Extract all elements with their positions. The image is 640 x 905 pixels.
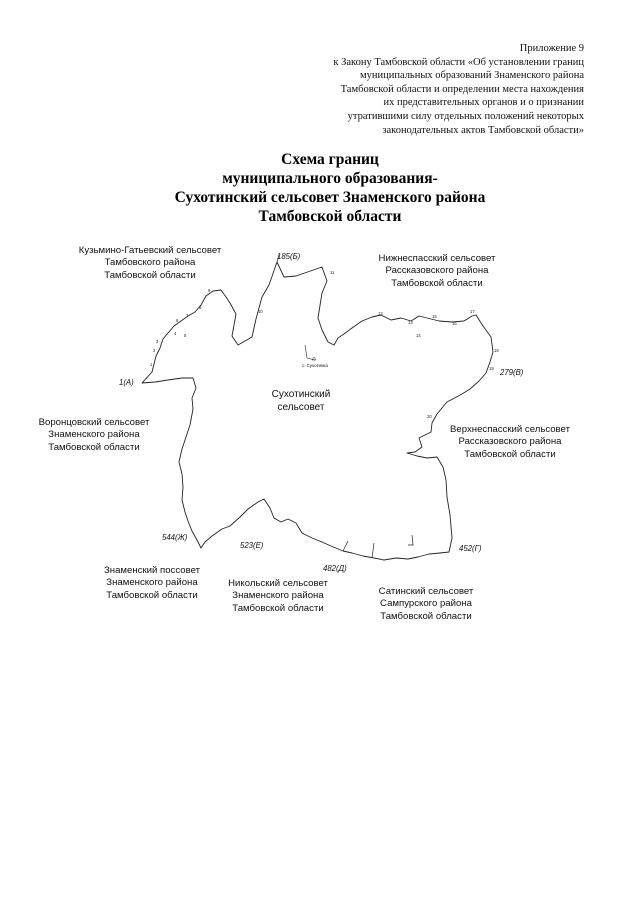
appendix-line: их представительных органов и о признании [383,97,584,109]
title-line: Сухотинский сельсовет Знаменского района [174,189,486,206]
boundary-point-label: 17 [470,309,475,314]
key-point-279v: 279(В) [500,368,524,377]
neighbor-line: Знаменского района [48,429,140,441]
key-point-1a: 1(А) [119,378,134,387]
neighbor-line: Кузьмино-Гатьевский сельсовет [78,245,222,256]
neighbor-znamensky [88,565,216,602]
boundary-point-label: 5 [184,333,187,338]
boundary-spur [372,543,374,558]
boundary-point-label: 18 [494,348,499,353]
boundary-point-label: 16 [452,321,457,326]
center-region-label: сельсовет [277,402,325,413]
appendix-line: утратившими силу отдельных положений некоторых [347,110,584,122]
boundary-point-label: 9 [208,288,211,293]
boundary-point-label: 12 [378,311,383,316]
boundary-point-label: 7 [186,313,189,318]
neighbor-line: Тамбовской области [380,610,472,622]
boundary-point-label: 8 [199,305,202,310]
neighbor-line: Воронцовский сельсовет [38,417,150,428]
neighbor-nikolsky [214,578,342,615]
title-line: Тамбовской области [258,208,402,225]
center-region-label: Сухотинский [271,389,331,400]
appendix-line: к Закону Тамбовской области «Об установлении границ [333,56,584,68]
appendix-line: законодательных актов Тамбовской области» [382,124,584,136]
boundary-point-label: 2 [153,348,156,353]
neighbor-line: Сатинский сельсовет [378,586,474,597]
neighbor-line: Верхнеспасский сельсовет [450,424,570,435]
neighbor-line: Тамбовской области [104,269,196,281]
neighbor-line: Сампурского района [380,598,472,610]
boundary-point-label: 15 [432,314,437,319]
boundary-point-label: 11 [330,270,335,275]
neighbor-verkhnespassky [442,424,578,461]
neighbor-line: Нижнеспасский сельсовет [378,253,496,264]
boundary-point-label: 4 [174,331,177,336]
appendix-line: Тамбовской области и определении места нахождения [340,83,584,95]
title-line: Схема границ [281,151,379,168]
boundary-point-label: 10 [258,309,263,314]
neighbor-satinsky [360,586,492,623]
neighbor-line: Знаменского района [232,590,324,602]
neighbor-line: Тамбовской области [48,441,140,453]
boundary-point-label: 20 [427,414,432,419]
neighbor-line: Знаменского района [106,577,198,589]
neighbor-vorontsovsky [28,417,160,454]
boundary-spur [343,541,348,551]
neighbor-line: Никольский сельсовет [228,578,328,589]
neighbor-line: Тамбовского района [104,257,196,269]
appendix-line: Приложение 9 [519,43,584,54]
boundary-point-label: 19 [489,366,494,371]
boundary-point-label: 3 [156,339,159,344]
key-point-544zh: 544(Ж) [162,533,188,542]
neighbor-line: Тамбовской области [464,448,556,460]
neighbor-line: Тамбовской области [391,277,483,289]
neighbor-line: Рассказовского района [458,436,562,448]
boundary-point-label: 6 [176,318,179,323]
appendix-line: муниципальных образований Знаменского района [359,70,584,82]
boundary-point-label: 1 [150,362,153,367]
neighbor-line: Тамбовской области [106,589,198,601]
village-label: с. Сухотинка [302,363,328,368]
key-point-523e: 523(Е) [240,541,264,550]
boundary-spur [408,535,413,545]
neighbor-line: Тамбовской области [232,602,324,614]
neighbor-kuzmino [68,245,232,282]
boundary-point-label: 14 [416,333,421,338]
key-point-482d: 482(Д) [323,564,347,573]
key-point-185b: 185(Б) [277,252,301,261]
neighbor-nizhnespassky [362,253,512,290]
neighbor-line: Рассказовского района [385,265,489,277]
boundary-point-label: 13 [408,320,413,325]
neighbor-line: Знаменский поссовет [103,565,200,576]
title-line: муниципального образования- [222,170,438,187]
key-point-452g: 452(Г) [459,544,482,553]
